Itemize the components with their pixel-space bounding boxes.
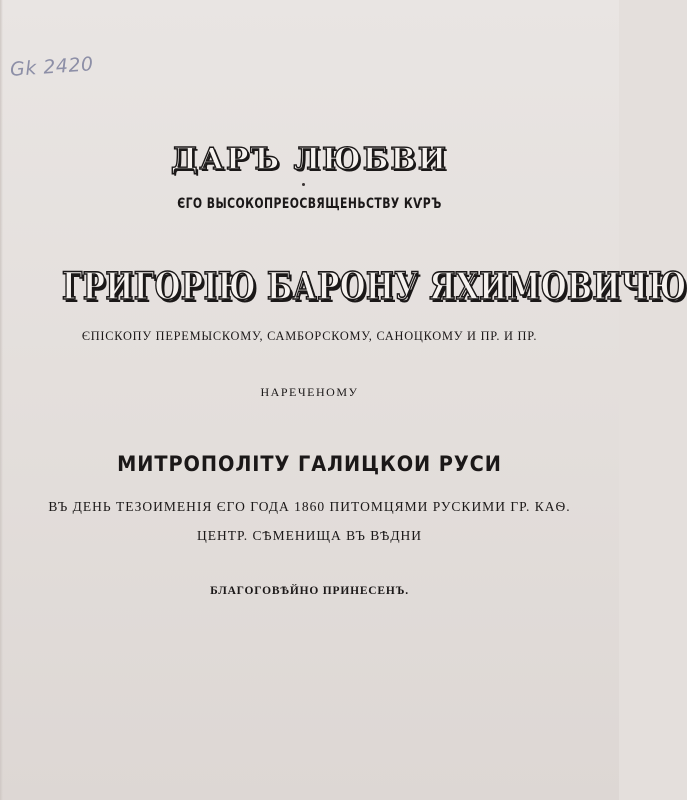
closing-line: БЛАГОГОВѢЙНО ПРИНЕСЕНЪ.: [210, 585, 409, 597]
dedication-line: ЄГО ВЫСОКОПРЕОСВЯЩЕНЬСТВУ КѴРЪ: [177, 196, 442, 212]
honoree-titles: ЄПІСКОПУ ПЕРЕМЫСКОМУ, САМБОРСКОМУ, САНОЦКОМУ И ПР. И ПР.: [81, 328, 538, 343]
honoree-name: ГРИГОРІЮ БАРОНУ ЯХИМОВИЧЮ: [61, 264, 687, 308]
title-heading: ДАРЪ ЛЮБВИ: [170, 142, 449, 177]
occasion-line-2: ЦЕНТР. СѢМЕНИЩА ВЪ ВѢДНИ: [196, 528, 423, 543]
office-heading: МИТРОПОЛІТУ ГАЛИЦКОИ РУСИ: [117, 452, 502, 476]
page-edge: [0, 0, 3, 800]
named-line: НАРЕЧЕНОМУ: [260, 385, 359, 399]
ornament-dot: [302, 183, 305, 186]
occasion-line-1: ВЪ ДЕНЬ ТЕЗОИМЕНІЯ ЄГО ГОДА 1860 ПИТОМЦЯМИ РУСКИМИ ГР. КАѲ.: [48, 499, 571, 514]
handwritten-shelfmark: Gk 2420: [9, 53, 95, 81]
